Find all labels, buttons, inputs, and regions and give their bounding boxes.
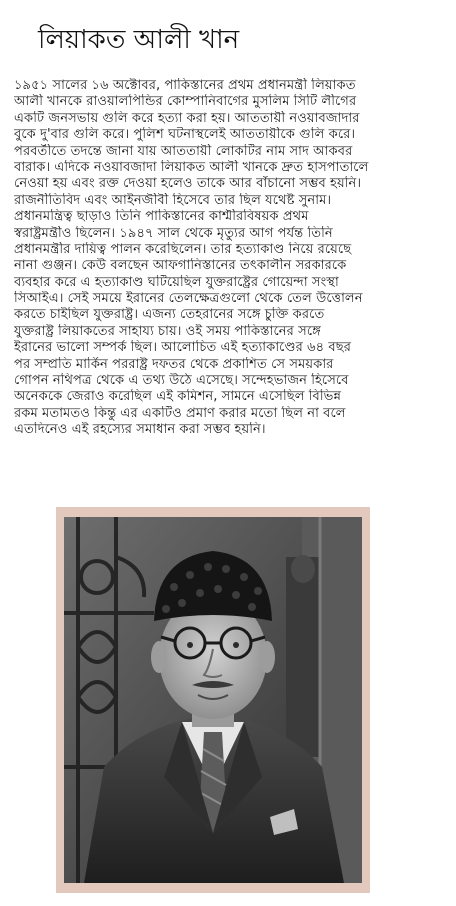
portrait-photo xyxy=(64,517,362,883)
body-line: এতদিনেও এই রহস্যের সমাধান করা সম্ভব হয়নি। xyxy=(14,422,266,438)
body-line: প্রধানমন্ত্রীর দায়িত্ব পালন করেছিলেন। তার হত্যাকাণ্ড নিয়ে রয়েছে xyxy=(14,241,352,257)
body-line: একটি জনসভায় গুলি করে হত্যা করা হয়। আততায়ী নওয়াবজাদার xyxy=(14,110,360,126)
body-line: রকম মতামতও কিন্তু এর একটিও প্রমাণ করার মতো ছিল না বলে xyxy=(14,405,346,421)
article-title: লিয়াকত আলী খান xyxy=(38,25,240,55)
body-line: গোপন নথিপত্র থেকে এ তথ্য উঠে এসেছে। সন্দেহভাজন হিসেবে xyxy=(14,373,349,389)
body-line: ইরানের ভালো সম্পর্ক ছিল। আলোচিত এই হত্যাকাণ্ডের ৬৪ বছর xyxy=(14,340,352,356)
body-line: পর সম্প্রতি মার্কিন পররাষ্ট্র দফতর থেকে প্রকাশিত সে সময়কার xyxy=(14,356,334,372)
body-line: স্বরাষ্ট্রমন্ত্রীও ছিলেন। ১৯৪৭ সাল থেকে মৃত্যুর আগ পর্যন্ত তিনি xyxy=(14,225,333,241)
body-line: প্রধানমন্ত্রিত্ব ছাড়াও তিনি পাকিস্তানের কাশ্মীরবিষয়ক প্রথম xyxy=(14,209,309,225)
body-line: আলী খানকে রাওয়ালপিন্ডির কোম্পানিবাগের মুসলিম সিটি লীগের xyxy=(14,94,357,110)
body-line: সিআইএ। সেই সময়ে ইরানের তেলক্ষেত্রগুলো থেকে তেল উত্তোলন xyxy=(14,291,363,307)
body-line: রাজনীতিবিদ এবং আইনজীবী হিসেবে তার ছিল যথেষ্ট সুনাম। xyxy=(14,192,332,208)
article-body xyxy=(14,78,442,490)
body-line: বুকে দু'বার গুলি করে। পুলিশ ঘটনাস্থলেই আততায়ীকে গুলি করে। xyxy=(14,127,356,143)
body-line: অনেককে জেরাও করেছিল এই কমিশন, সামনে এসেছিল বিভিন্ন xyxy=(14,389,341,405)
body-line: ব্যবহার করে এ হত্যাকাণ্ড ঘটিয়েছিল যুক্তরাষ্ট্রের গোয়েন্দা সংস্থা xyxy=(14,274,339,290)
body-line: পরবর্তীতে তদন্তে জানা যায় আততায়ী লোকটির নাম সাদ আকবর xyxy=(14,143,353,159)
body-line: নেওয়া হয় এবং রক্ত দেওয়া হলেও তাকে আর বাঁচানো সম্ভব হয়নি। xyxy=(14,176,362,192)
portrait-photo-frame xyxy=(56,507,370,893)
body-line: করতে চাইছিল যুক্তরাষ্ট্র। এজন্য তেহরানের সঙ্গে চুক্তি করতে xyxy=(14,307,325,323)
body-line: বারাক। এদিকে নওয়াবজাদা লিয়াকত আলী খানকে দ্রুত হাসপাতালে xyxy=(14,159,369,175)
body-line: যুক্তরাষ্ট্র লিয়াকতের সাহায্য চায়। ওই সময় পাকিস্তানের সঙ্গে xyxy=(14,323,321,339)
body-line: নানা গুঞ্জন। কেউ বলছেন আফগানিস্তানের তৎকালীন সরকারকে xyxy=(14,258,347,274)
body-line: ১৯৫১ সালের ১৬ অক্টোবর, পাকিস্তানের প্রথম প্রধানমন্ত্রী লিয়াকত xyxy=(14,78,356,93)
